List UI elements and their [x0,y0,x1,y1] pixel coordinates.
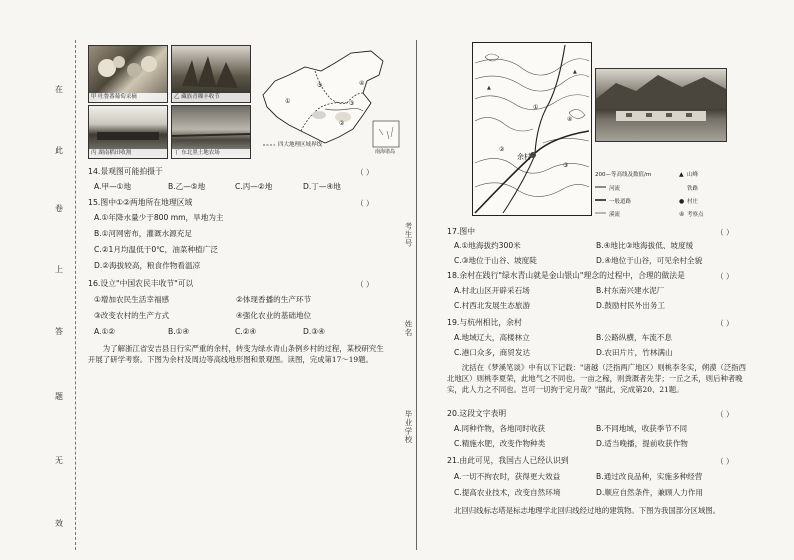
map-legend-label: 四大地理区域界线 [278,142,323,148]
q21-stem: 21.由此可见，我国古人已经认识到 [447,456,569,465]
q16-option-a[interactable]: A.①② [94,327,116,336]
q15-option-c[interactable]: C.②1月均温低于0℃，油菜种植广泛 [94,245,218,254]
q14-option-d[interactable]: D.丁—④地 [303,182,341,191]
q20-option-d[interactable]: D.适当晚播，提前收获作物 [596,439,688,448]
q16-item-4: ④强化农业的基础地位 [236,311,312,320]
q21-option-c[interactable]: C.提高农业技术，改变自然环境 [454,488,561,497]
q21-option-a[interactable]: A.一切不拘农时，获得更大效益 [454,472,561,481]
passage-yucun: 为了解浙江省安吉县日行实严重的余村，转变为绿水青山条例乡村的过程，某校研究生开展了研学考察。下图为余村及周边等高线地形图和景观图。读图，完成第17～19题。 [88,344,384,364]
legend-peak: 山峰 [687,172,699,178]
q18-stem: 18.余村在践行"绿水青山就是金山银山"理念的过程中，合理的做法是 [447,271,685,280]
q18-option-b[interactable]: B.村东南兴建水泥厂 [596,286,665,295]
q18-answer-bracket[interactable]: （ ） [716,272,734,281]
margin-char: 效 [55,519,63,528]
legend-river: 河流 [609,186,621,192]
q16-option-b[interactable]: B.①④ [168,327,190,336]
svg-text:①: ① [285,98,291,105]
svg-text:③: ③ [349,100,355,107]
q20-stem: 20.这段文字表明 [447,409,507,418]
q14-answer-bracket[interactable]: （ ） [356,168,374,177]
q14-option-c[interactable]: C.丙—②地 [235,182,273,191]
q19-option-d[interactable]: D.农田片片，竹林满山 [596,348,673,357]
q15-option-d[interactable]: D.②海拔较高，粮食作物看温凉 [94,261,201,270]
q19-option-b[interactable]: B.公路纵横，车流不息 [596,333,672,342]
margin-char: 上 [55,265,63,274]
school-label: 毕业学校 [404,410,413,444]
photo-caption: 乙 藏族青稞丰收节 [172,93,250,102]
q21-option-d[interactable]: D.顺应自然条件，兼顾人力作用 [596,488,703,497]
svg-text:②: ② [339,120,345,127]
photo-paddy-harvest [88,105,168,159]
photo-grape-picking [88,45,168,103]
svg-text:③: ③ [563,162,569,169]
legend-village: 村庄 [687,199,699,205]
map-inset-label: 南海诸岛 [375,149,396,155]
passage-mengxi: 沈括在《梦溪笔谈》中有以下记载："诸越（泛指两广地区）则桃李冬实，朔漠（泛指西北地区）则桃李夏荣，此地气之不同也。一亩之稼，则粪溉者先芽；一丘之禾，则后种者晚实，此人力之不同也。岂可一切拘于定月哉？"据此，完成第20、21题。 [447,363,747,394]
q16-stem: 16.设立"中国农民丰收节"可以 [88,279,194,288]
q21-option-b[interactable]: B.通过改良品种，实施多种经营 [596,472,703,481]
svg-text:④: ④ [359,80,365,87]
student-id-label: 考生号 [404,222,413,248]
margin-char: 卷 [55,204,63,213]
q15-option-a[interactable]: A.①年降水量少于800 mm，旱地为主 [94,213,224,222]
q16-option-c[interactable]: C.②④ [235,327,257,336]
svg-text:④: ④ [679,211,685,218]
q15-answer-bracket[interactable]: （ ） [356,199,374,208]
q17-option-d[interactable]: D.④地位于山谷，可见余村全貌 [596,256,703,265]
photo-farmland [171,105,251,159]
q17-option-a[interactable]: A.①地海拔约300米 [454,241,521,250]
q16-item-2: ②体现香播的生产环节 [236,295,312,304]
page-divider [416,40,417,550]
photo-highland-harvest [171,45,251,103]
svg-text:②: ② [499,146,505,153]
margin-char: 无 [55,456,63,465]
q17-stem: 17.图中 [447,227,475,236]
q17-option-c[interactable]: C.③地位于山谷、坡度陡 [454,256,537,265]
legend-contour: 200—等高线及数值/m [595,172,652,178]
svg-text:①: ① [533,104,539,111]
margin-dash-line [75,40,76,550]
q19-option-c[interactable]: C.港口众多，商贸发达 [454,348,531,357]
svg-text:▲: ▲ [487,85,491,91]
svg-text:▲: ▲ [679,171,684,178]
q16-item-3: ③改变农村的生产方式 [94,311,170,320]
margin-char: 此 [55,146,63,155]
q16-item-1: ①增加农民生活幸福感 [94,295,170,304]
q17-answer-bracket[interactable]: （ ） [716,228,734,237]
photo-caption: 丙 湖南稻田收割 [89,149,167,158]
q15-option-b[interactable]: B.①河网密布，灌溉水源充足 [94,229,192,238]
q20-answer-bracket[interactable]: （ ） [716,410,734,419]
q14-stem: 14.景观图可能拍摄于 [88,167,163,176]
margin-char: 在 [55,85,63,94]
q18-option-c[interactable]: C.村西北发展生态旅游 [454,301,531,310]
q14-option-b[interactable]: B.乙—⑤地 [168,182,206,191]
svg-text:⑤: ⑤ [317,82,323,89]
svg-text:●: ● [679,198,685,205]
q18-option-a[interactable]: A.村北山区开辟采石场 [454,286,530,295]
contour-map [472,42,592,216]
contour-legend [595,170,735,220]
legend-road: 一般道路 [609,199,632,205]
village-label: 余村 [517,153,531,161]
q18-option-d[interactable]: D.鼓励村民外出务工 [596,301,666,310]
name-label: 姓名 [404,320,413,337]
passage-tropic-marker: 北回归线标志塔是标志地理学北回归线经过地的建筑物。下图为我国部分区域图。 [454,506,721,515]
q20-option-a[interactable]: A.同种作物，各地同时收获 [454,424,546,433]
legend-stream: 溪流 [609,212,621,218]
q16-option-d[interactable]: D.③④ [303,327,325,336]
q21-answer-bracket[interactable]: （ ） [716,457,734,466]
q19-answer-bracket[interactable]: （ ） [716,319,734,328]
china-region-map [255,45,405,157]
q20-option-c[interactable]: C.精施水肥，改变作物种类 [454,439,546,448]
svg-text:▲: ▲ [573,69,577,75]
q20-option-b[interactable]: B.不同地域，收获季节不同 [596,424,688,433]
margin-char: 答 [55,327,63,336]
photo-caption: 甲 吐鲁番葡萄采摘 [89,93,167,102]
photo-caption: 丁 东北黑土地农场 [172,149,250,158]
legend-survey-point: 考察点 [687,212,704,218]
q17-option-b[interactable]: B.④地比③地海拔低、坡度缓 [596,241,694,250]
q15-stem: 15.图中①②两地所在地理区域 [88,198,193,207]
q19-stem: 19.与杭州相比，余村 [447,318,522,327]
q19-option-a[interactable]: A.地域辽大，高楼林立 [454,333,530,342]
legend-railway: 铁路 [687,186,699,192]
q16-answer-bracket[interactable]: （ ） [356,280,374,289]
q14-option-a[interactable]: A.甲—①地 [94,182,132,191]
yucun-landscape-photo [595,68,727,142]
margin-char: 题 [55,392,63,401]
svg-text:④: ④ [567,116,573,123]
